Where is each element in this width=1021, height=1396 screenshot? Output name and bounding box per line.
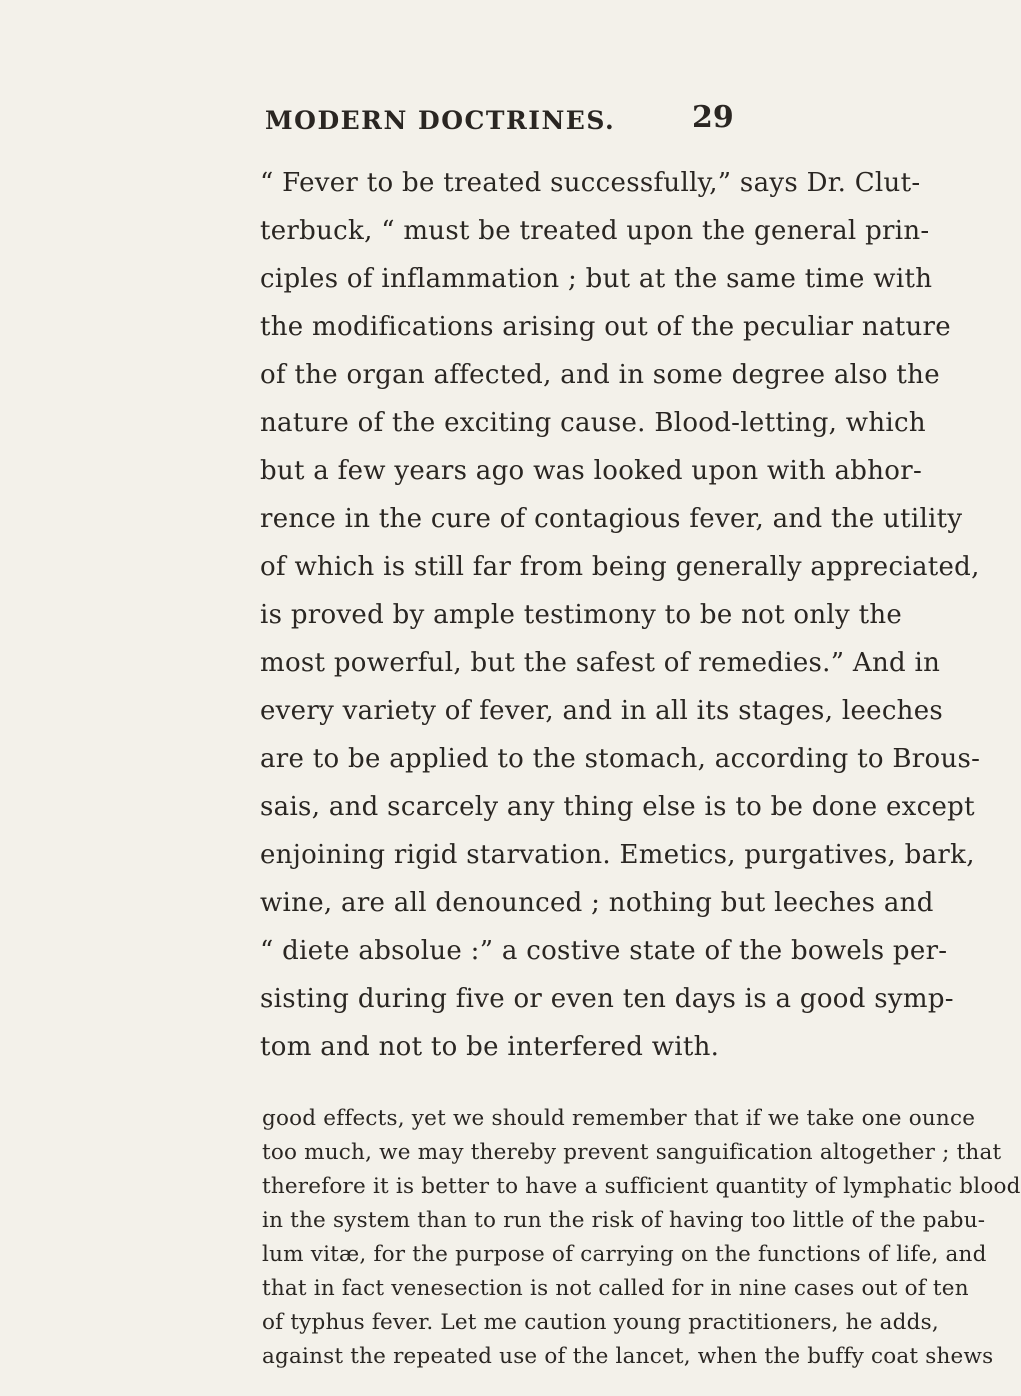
text-line: “ Fever to be treated successfully,” says Dr. Clut- [260,168,921,198]
text-line: is proved by ample testimony to be not only the [260,600,903,630]
text-line: sais, and scarcely any thing else is to be done except [260,792,975,822]
text-line: rence in the cure of contagious fever, and the utility [260,504,963,534]
text-line: lum vitæ, for the purpose of carrying on the functions of life, and [262,1242,987,1267]
text-line: of which is still far from being generally appreciated, [260,552,980,582]
text-line: good effects, yet we should remember that if we take one ounce [262,1106,976,1131]
text-line: the modifications arising out of the peculiar nature [260,312,951,342]
text-line: tom and not to be interfered with. [260,1032,720,1062]
text-line: wine, are all denounced ; nothing but leeches and [260,888,934,918]
text-line: terbuck, “ must be treated upon the general prin- [260,216,930,246]
text-line: of the organ affected, and in some degree also the [260,360,940,390]
text-line: but a few years ago was looked upon with abhor- [260,456,923,486]
text-line: of typhus fever. Let me caution young practitioners, he adds, [262,1310,939,1335]
page-number: 29 [692,100,734,135]
text-line: every variety of fever, and in all its stages, leeches [260,696,944,726]
text-line: nature of the exciting cause. Blood-letting, which [260,408,926,438]
running-head: MODERN DOCTRINES. [265,106,616,135]
text-line: sisting during five or even ten days is a good symp- [260,984,954,1014]
text-line: “ diete absolue :” a costive state of the bowels per- [260,936,948,966]
text-line: enjoining rigid starvation. Emetics, purgatives, bark, [260,840,975,870]
text-line: are to be applied to the stomach, according to Brous- [260,744,981,774]
text-line: therefore it is better to have a sufficient quantity of lymphatic blood [262,1174,1021,1199]
text-line: too much, we may thereby prevent sanguification altogether ; that [262,1140,1002,1165]
text-line: against the repeated use of the lancet, when the buffy coat shews [262,1344,994,1369]
text-line: that in fact venesection is not called for in nine cases out of ten [262,1276,969,1301]
text-line: ciples of inflammation ; but at the same time with [260,264,933,294]
text-line: most powerful, but the safest of remedies.” And in [260,648,941,678]
text-line: in the system than to run the risk of having too little of the pabu- [262,1208,986,1233]
